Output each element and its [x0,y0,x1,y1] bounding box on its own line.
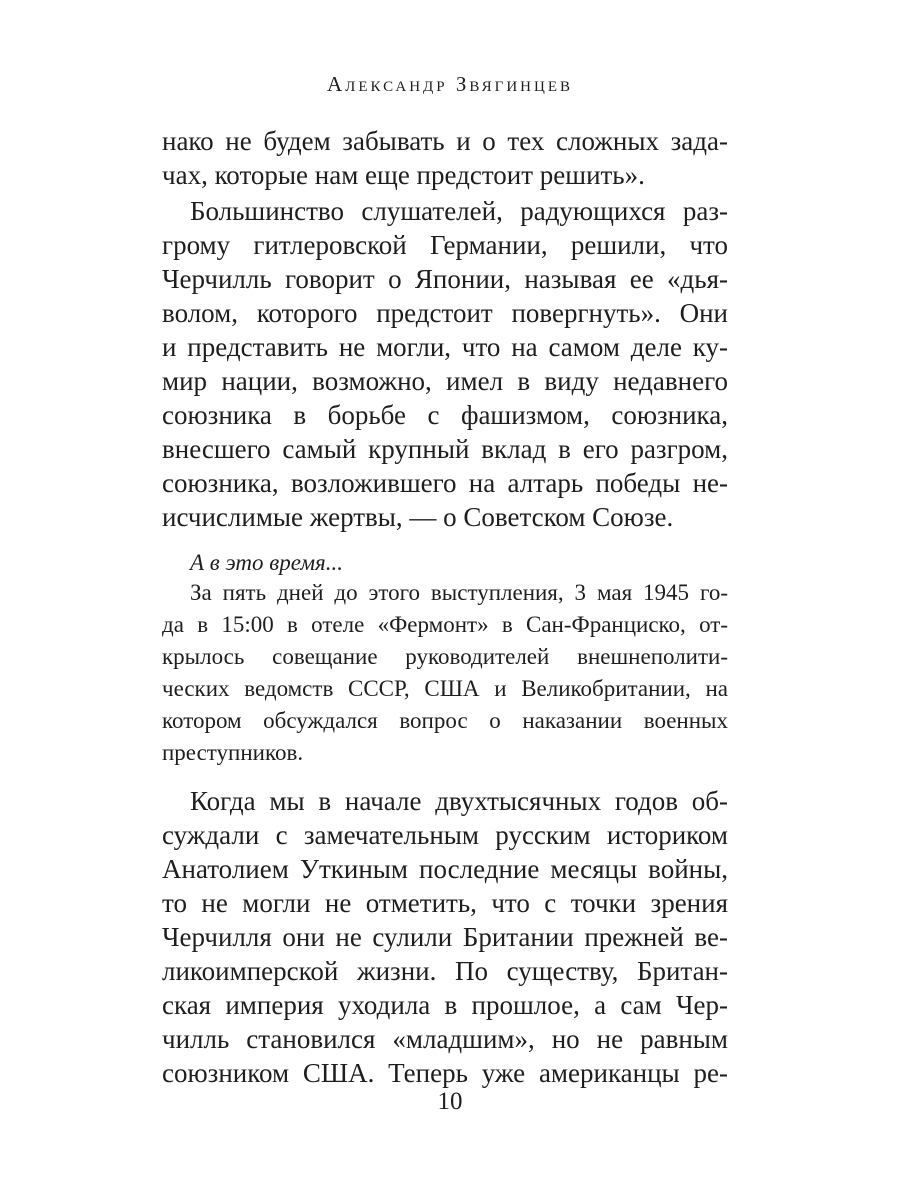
text-line: суждали с замечательным русским историком [162,820,728,850]
text-line: Анатолием Уткиным последние месяцы войны, [162,854,728,884]
text-line: исчислимые жертвы, — о Советском Союзе. [162,502,674,532]
sidebar-caption: А в это время... [190,550,343,575]
text-line: нако не будем забывать и о тех сложных зада- [162,126,728,156]
text-line: союзником США. Теперь уже американцы ре- [162,1058,728,1088]
text-line: чилль становился «младшим», но не равным [162,1024,728,1054]
text-line: внесшего самый крупный вклад в его разгром, [162,434,728,464]
text-line: Когда мы в начале двухтысячных годов об- [190,786,728,816]
text-line: мир нации, возможно, имел в виду недавнего [162,366,728,396]
text-line: Черчилля они не сулили Британии прежней ве- [162,922,728,952]
text-line: чах, которые нам еще предстоит решить». [162,160,645,190]
running-header: Александр Звягинцев [327,72,573,96]
text-line: ческих ведомств СССР, США и Великобритании, на [162,676,728,701]
text-line: грому гитлеровской Германии, решили, что [162,230,728,260]
text-line: союзника, возложившего на алтарь победы не- [162,468,728,498]
text-line: Черчилль говорит о Японии, называя ее «дья- [162,264,728,294]
text-line: ская империя уходила в прошлое, а сам Чер- [162,990,728,1020]
text-line: Большинство слушателей, радующихся раз- [190,196,728,226]
text-line: союзника в борьбе с фашизмом, союзника, [162,400,728,430]
text-line: За пять дней до этого выступления, 3 мая 1945 го- [190,580,728,605]
text-line: преступников. [162,740,304,765]
text-line: ликоимперской жизни. По существу, Британ- [162,956,728,986]
page-number: 10 [437,1088,463,1115]
text-line: и представить не могли, что на самом деле ку- [162,332,728,362]
text-line: котором обсуждался вопрос о наказании военных [162,708,728,733]
text-line: крылось совещание руководителей внешнеполити- [162,644,728,669]
text-line: волом, которого предстоит повергнуть». Они [162,298,728,328]
text-line: да в 15:00 в отеле «Фермонт» в Сан-Франциско, от- [162,612,728,637]
text-line: то не могли не отметить, что с точки зрения [162,888,728,918]
